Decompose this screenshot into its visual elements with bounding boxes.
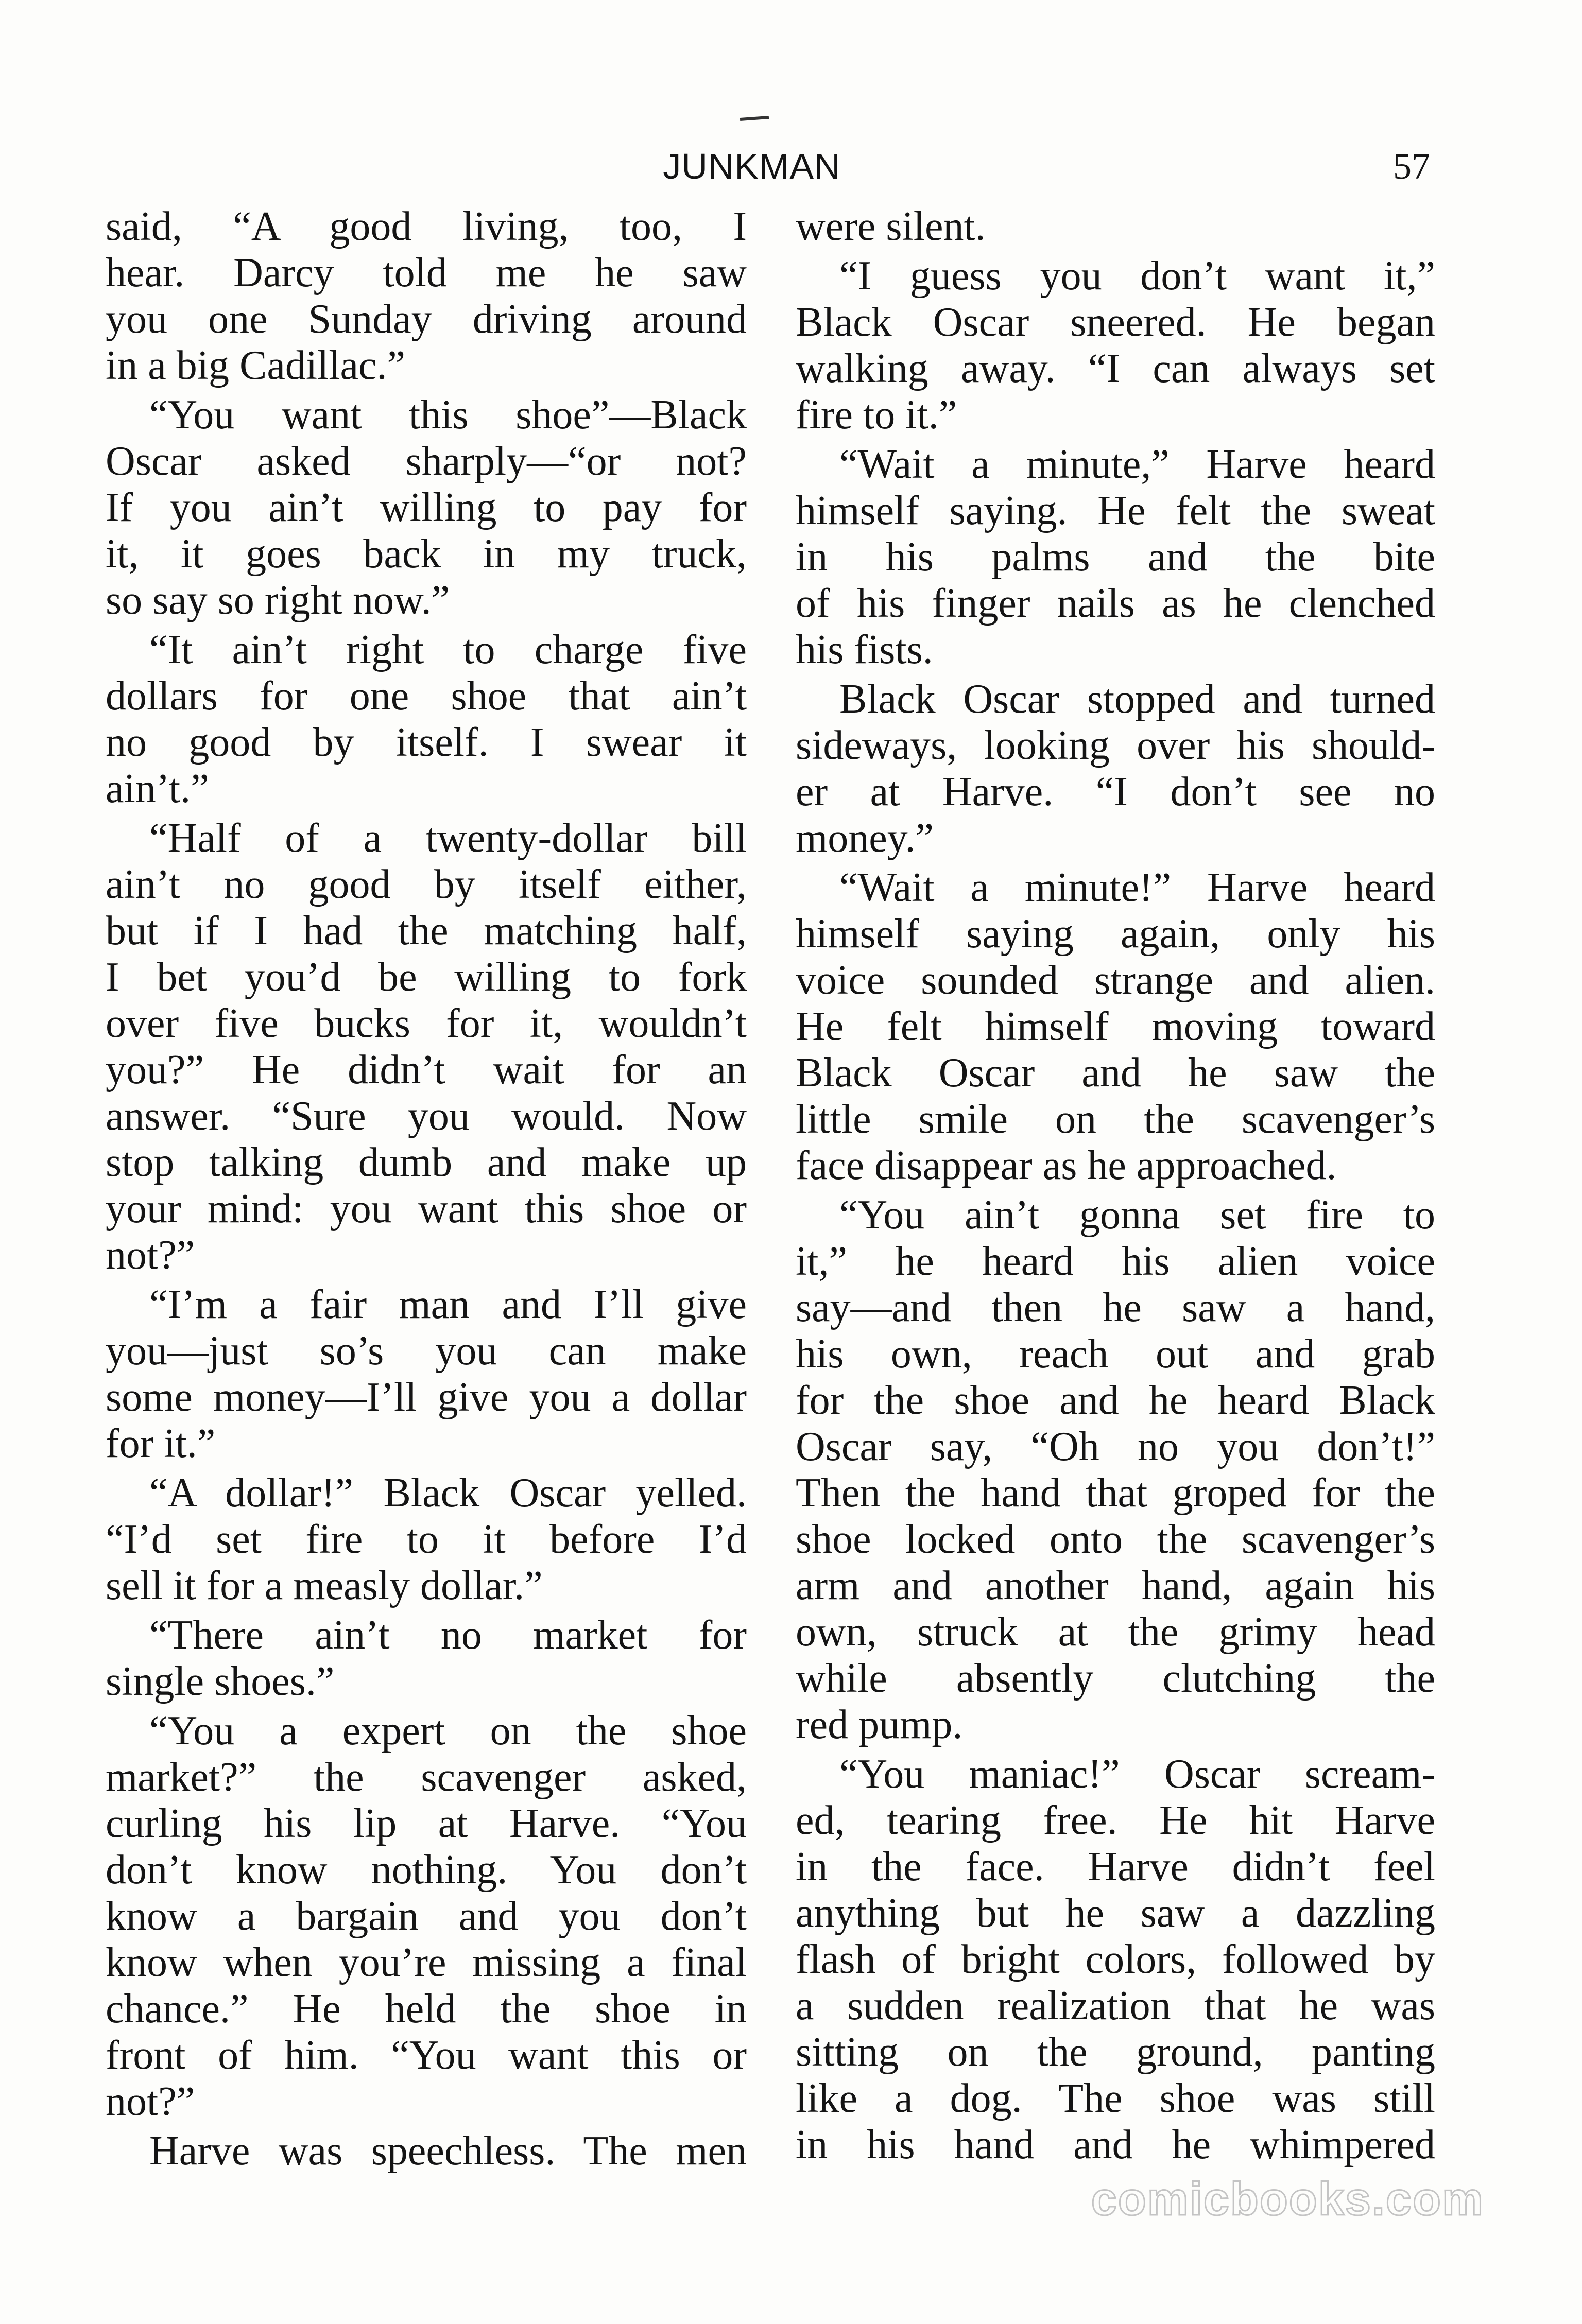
text-line: Harve was speechless. The men (149, 2128, 747, 2174)
text-line: in a big Cadillac.” (106, 343, 406, 388)
text-line: of his finger nails as he clenched (796, 581, 1435, 626)
text-line: don’t know nothing. You don’t (106, 1847, 747, 1893)
page-number: 57 (1393, 146, 1430, 187)
text-line: If you ain’t willing to pay for (106, 485, 747, 530)
text-line: curling his lip at Harve. “You (106, 1801, 747, 1846)
text-line: in his hand and he whimpered (796, 2122, 1435, 2167)
left-column (106, 203, 747, 2174)
text-line: flash of bright colors, followed by (796, 1937, 1435, 1982)
text-line: sitting on the ground, panting (796, 2030, 1435, 2075)
text-line: ain’t.” (106, 766, 209, 811)
text-line: know a bargain and you don’t (106, 1894, 747, 1939)
text-line: his fists. (796, 627, 933, 672)
text-line: say—and then he saw a hand, (796, 1285, 1435, 1330)
text-line: “I’d set fire to it before I’d (106, 1517, 747, 1562)
text-line: “Wait a minute!” Harve heard (839, 865, 1435, 910)
text-line: “Half of a twenty-dollar bill (149, 816, 747, 861)
right-column (796, 203, 1435, 2168)
text-line: you one Sunday driving around (106, 297, 747, 342)
text-line: himself saying. He felt the sweat (796, 488, 1435, 533)
text-line: He felt himself moving toward (796, 1004, 1435, 1049)
text-line: “There ain’t no market for (149, 1612, 747, 1658)
text-line: “Wait a minute,” Harve heard (839, 442, 1435, 487)
text-line: er at Harve. “I don’t see no (796, 769, 1435, 814)
text-line: Black Oscar stopped and turned (839, 677, 1435, 722)
text-line: for it.” (106, 1421, 216, 1466)
text-line: Oscar asked sharply—“or not? (106, 439, 747, 484)
text-line: know when you’re missing a final (106, 1940, 747, 1985)
text-line: not?” (106, 2079, 195, 2124)
text-line: a sudden realization that he was (796, 1983, 1435, 2028)
text-line: but if I had the matching half, (106, 908, 747, 953)
text-line: like a dog. The shoe was still (796, 2076, 1435, 2121)
text-line: not?” (106, 1233, 195, 1278)
text-line: in the face. Harve didn’t feel (796, 1844, 1435, 1889)
text-line: Oscar say, “Oh no you don’t!” (796, 1424, 1435, 1469)
text-line: anything but he saw a dazzling (796, 1891, 1435, 1936)
text-line: arm and another hand, again his (796, 1563, 1435, 1608)
text-line: red pump. (796, 1702, 963, 1747)
text-line: fire to it.” (796, 392, 957, 438)
text-line: said, “A good living, too, I (106, 204, 747, 249)
text-line: were silent. (796, 204, 986, 249)
text-line: I bet you’d be willing to fork (106, 955, 747, 1000)
text-line: shoe locked onto the scavenger’s (796, 1517, 1435, 1562)
text-line: no good by itself. I swear it (106, 720, 747, 765)
text-line: “I guess you don’t want it,” (839, 253, 1435, 299)
running-head: JUNKMAN (663, 146, 841, 186)
text-line: it,” he heard his alien voice (796, 1239, 1435, 1284)
text-line: “A dollar!” Black Oscar yelled. (149, 1470, 747, 1516)
text-line: sell it for a measly dollar.” (106, 1563, 543, 1608)
text-line: some money—I’ll give you a dollar (106, 1375, 747, 1420)
text-line: over five bucks for it, wouldn’t (106, 1001, 747, 1046)
text-line: your mind: you want this shoe or (106, 1186, 747, 1232)
text-line: “I’m a fair man and I’ll give (149, 1282, 747, 1327)
text-line: money.” (796, 816, 934, 861)
text-line: so say so right now.” (106, 578, 450, 623)
text-line: you?” He didn’t wait for an (106, 1047, 747, 1092)
watermark: comicbooks.com (1091, 2174, 1484, 2225)
text-line: voice sounded strange and alien. (796, 958, 1435, 1003)
text-line: ed, tearing free. He hit Harve (796, 1798, 1435, 1843)
text-line: for the shoe and he heard Black (796, 1378, 1435, 1423)
text-line: Black Oscar and he saw the (796, 1050, 1435, 1096)
text-line: own, struck at the grimy head (796, 1609, 1435, 1655)
text-line: while absently clutching the (796, 1656, 1435, 1701)
text-line: “You want this shoe”—Black (149, 392, 747, 438)
text-line: chance.” He held the shoe in (106, 1986, 747, 2032)
text-line: himself saying again, only his (796, 911, 1435, 957)
text-line: it, it goes back in my truck, (106, 531, 747, 577)
text-line: “You ain’t gonna set fire to (839, 1192, 1435, 1238)
text-line: in his palms and the bite (796, 534, 1435, 580)
text-line: stop talking dumb and make up (106, 1140, 747, 1185)
text-line: “It ain’t right to charge five (149, 627, 747, 672)
text-line: answer. “Sure you would. Now (106, 1094, 747, 1139)
text-line: little smile on the scavenger’s (796, 1097, 1435, 1142)
text-line: front of him. “You want this or (106, 2033, 747, 2078)
text-line: ain’t no good by itself either, (106, 862, 747, 907)
text-line: Black Oscar sneered. He began (796, 300, 1435, 345)
text-line: you—just so’s you can make (106, 1328, 747, 1374)
text-line: sideways, looking over his should- (796, 723, 1435, 768)
text-line: face disappear as he approached. (796, 1143, 1337, 1188)
text-line: single shoes.” (106, 1659, 335, 1704)
text-line: “You a expert on the shoe (149, 1708, 747, 1754)
text-line: “You maniac!” Oscar scream- (839, 1751, 1435, 1797)
text-line: market?” the scavenger asked, (106, 1755, 747, 1800)
text-line: his own, reach out and grab (796, 1331, 1435, 1377)
text-line: walking away. “I can always set (796, 346, 1435, 391)
text-line: hear. Darcy told me he saw (106, 250, 747, 296)
text-line: dollars for one shoe that ain’t (106, 673, 747, 719)
header-dash (740, 116, 769, 121)
text-line: Then the hand that groped for the (796, 1470, 1435, 1516)
